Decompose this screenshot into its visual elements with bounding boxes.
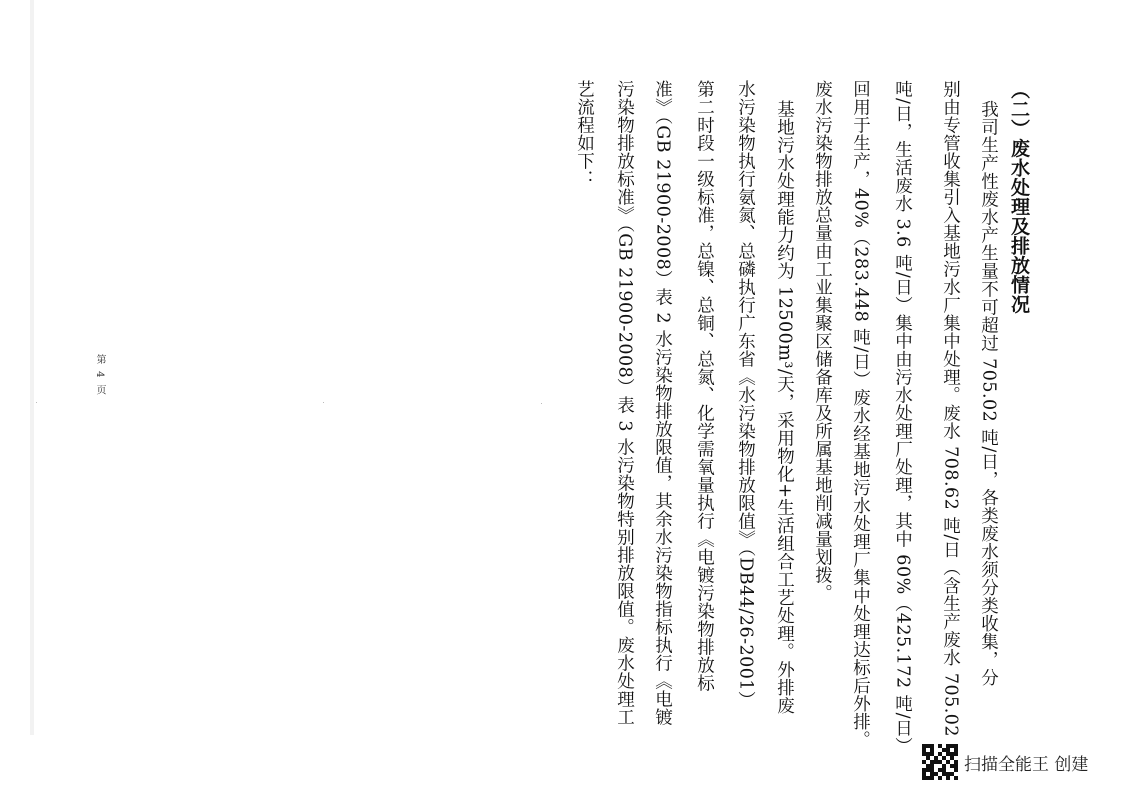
scanner-watermark [922, 744, 1088, 780]
scan-speck [323, 402, 324, 403]
text-column-3: 吨/日，生活废水 3.6 吨/日）集中由污水处理厂处理，其中 60%（425.172 吨/日） [892, 80, 913, 756]
qr-code-icon [922, 744, 958, 780]
page-number: 第 4 页 [94, 354, 105, 397]
text-column-1: 我司生产性废水产生量不可超过 705.02 吨/日，各类废水须分类收集，分 [978, 100, 999, 687]
text-column-10: 污染物排放标准》（GB 21900-2008）表 3 水污染物特别排放限值。废水处理工 [614, 80, 635, 727]
text-column-7: 水污染物执行氨氮、总磷执行广东省《水污染物排放限值》（DB44/26-2001） [735, 80, 756, 710]
text-column-11: 艺流程如下： [574, 80, 595, 188]
text-column-4: 回用于生产，40%（283.448 吨/日）废水经基地污水处理厂集中处理达标后外排。 [850, 80, 871, 749]
text-column-9: 准》（GB 21900-2008）表 2 水污染物排放限值，其余水污染物指标执行《电镀 [652, 80, 673, 727]
scan-speck [36, 402, 37, 403]
scan-speck [541, 403, 542, 404]
scanner-brand-text: 扫描全能王 创建 [964, 754, 1089, 775]
text-column-5: 废水污染物排放总量由工业集聚区储备库及所属基地削减量划拨。 [812, 80, 833, 602]
text-column-6: 基地污水处理能力约为 12500m³/天，采用物化+生活组合工艺处理。外排废 [774, 100, 795, 715]
section-heading: （二）废水处理及排放情况 [1008, 80, 1030, 314]
text-column-8: 第二时段一级标准，总镍、总铜、总氮、化学需氧量执行《电镀污染物排放标 [694, 80, 715, 692]
text-column-2: 别由专管收集引入基地污水厂集中处理。废水 708.62 吨/日（含生产废水 705.02 [940, 80, 961, 738]
